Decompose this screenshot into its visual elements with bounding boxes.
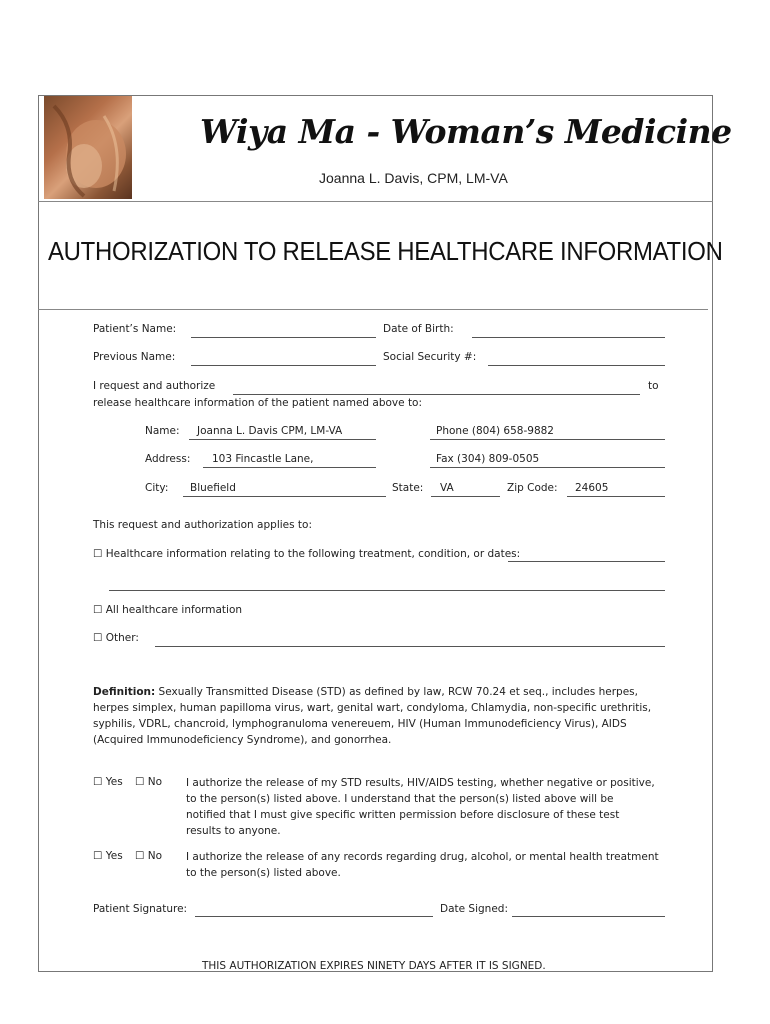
expiration-notice: THIS AUTHORIZATION EXPIRES NINETY DAYS AFTER IT IS SIGNED. [202,960,546,972]
recipient-zip-field[interactable] [567,496,665,497]
dob-field[interactable] [472,337,665,338]
page-title: AUTHORIZATION TO RELEASE HEALTHCARE INFORMATION [48,236,723,266]
std-consent-text: I authorize the release of my STD results, HIV/AIDS testing, whether negative or positive, to the person(s) listed above. I understand that the person(s) listed above will be notified that I must give specific written permission before disclosure of these test results to anyone. [186,777,655,837]
practitioner-name: Joanna L. Davis, CPM, LM-VA [319,170,508,186]
patient-name-label: Patient’s Name: [93,323,177,335]
other-field[interactable] [155,646,665,647]
ssn-label: Social Security #: [383,351,477,363]
logo-image [44,96,132,199]
recipient-state-label: State: [392,482,424,494]
signature-field[interactable] [195,916,433,917]
definition-text: Sexually Transmitted Disease (STD) as defined by law, RCW 70.24 et seq., includes herpes, herpes simplex, human papilloma virus, wart, genital wart, condyloma, Chlamydia, non-specific urethritis, syphilis, VDRL, chancroid, lymphogranuloma venereuem, HIV (Human Immunodeficiency Virus), AIDS (Acquired Immunodeficiency Syndrome), and gonorrhea. [93,686,652,746]
recipient-address-field[interactable] [203,467,376,468]
request-text-2: release healthcare information of the patient named above to: [93,397,423,409]
std-consent-yes-checkbox[interactable]: ☐ Yes [93,776,123,788]
treatment-dates-field-2[interactable] [109,590,665,591]
definition-label: Definition: [93,686,156,698]
title-divider [38,309,708,310]
recipient-city-field[interactable] [183,496,386,497]
recipient-address-value: 103 Fincastle Lane, [212,453,314,465]
dob-label: Date of Birth: [383,323,454,335]
recipient-address-label: Address: [145,453,191,465]
previous-name-label: Previous Name: [93,351,176,363]
request-text: I request and authorize [93,380,216,392]
recipient-fax: Fax (304) 809-0505 [436,453,540,465]
recipient-state-field[interactable] [431,496,500,497]
std-consent-no-checkbox[interactable]: ☐ No [135,776,163,788]
recipient-name-label: Name: [145,425,180,437]
recipient-phone-field[interactable] [430,439,665,440]
header-divider [38,201,713,202]
recipient-fax-field[interactable] [430,467,665,468]
date-signed-field[interactable] [512,916,665,917]
records-consent-no-checkbox[interactable]: ☐ No [135,850,163,862]
recipient-zip-label: Zip Code: [507,482,558,494]
recipient-city-value: Bluefield [190,482,236,494]
other-checkbox[interactable]: ☐ Other: [93,632,139,644]
applies-intro: This request and authorization applies to: [93,519,312,531]
signature-label: Patient Signature: [93,903,188,915]
definition-paragraph [93,684,665,748]
treatment-dates-field[interactable] [508,561,665,562]
recipient-city-label: City: [145,482,169,494]
recipient-state-value: VA [440,482,454,494]
request-to: to [648,380,659,392]
ssn-field[interactable] [488,365,665,366]
records-consent-yes-checkbox[interactable]: ☐ Yes [93,850,123,862]
recipient-phone: Phone (804) 658-9882 [436,425,554,437]
brand-name: Wiya Ma - Woman’s Medicine [200,112,732,151]
recipient-name-value: Joanna L. Davis CPM, LM-VA [197,425,343,437]
records-consent-text: I authorize the release of any records regarding drug, alcohol, or mental health treatment to the person(s) listed above. [186,851,659,879]
previous-name-field[interactable] [191,365,376,366]
date-signed-label: Date Signed: [440,903,508,915]
form-border [38,95,732,972]
authorized-party-field[interactable] [233,394,640,395]
all-info-checkbox[interactable]: ☐ All healthcare information [93,604,243,616]
patient-name-field[interactable] [191,337,376,338]
recipient-name-field[interactable] [189,439,376,440]
healthcare-option-checkbox[interactable]: ☐ Healthcare information relating to the following treatment, condition, or dates: [93,548,521,560]
recipient-zip-value: 24605 [575,482,609,494]
